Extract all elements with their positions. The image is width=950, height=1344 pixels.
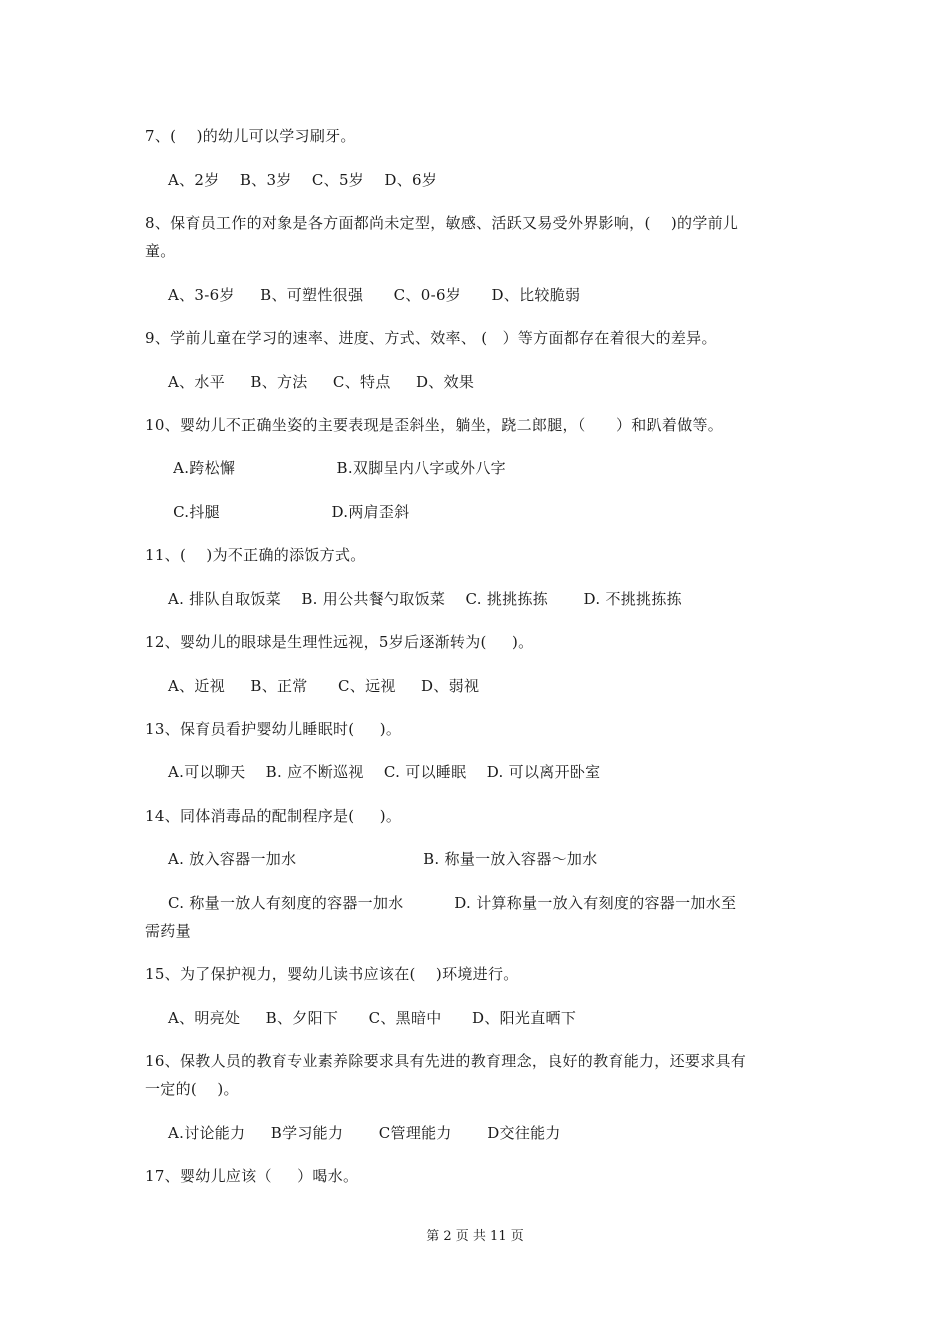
- question-8-text-line-2: 童。: [145, 242, 176, 260]
- question-17-text: 17、婴幼儿应该（ ）喝水。: [145, 1167, 359, 1185]
- question-14-options-line-2: C. 称量一放人有刻度的容器一加水 D. 计算称量一放入有刻度的容器一加水至: [168, 894, 737, 912]
- question-16-options: A.讨论能力 B学习能力 C管理能力 D交往能力: [168, 1124, 561, 1142]
- question-15-options: A、明亮处 B、夕阳下 C、黑暗中 D、阳光直晒下: [168, 1009, 577, 1027]
- question-9-options: A、水平 B、方法 C、特点 D、效果: [168, 373, 475, 391]
- question-11-text: 11、( )为不正确的添饭方式。: [145, 546, 366, 564]
- question-9-text: 9、学前儿童在学习的速率、进度、方式、效率、 ( ）等方面都存在着很大的差异。: [145, 329, 717, 347]
- question-7-options: A、2岁 B、3岁 C、5岁 D、6岁: [168, 171, 438, 189]
- question-12-options: A、近视 B、正常 C、远视 D、弱视: [168, 677, 480, 695]
- question-16-text-line-1: 16、保教人员的教育专业素养除要求具有先进的教育理念，良好的教育能力，还要求具有: [145, 1052, 747, 1070]
- question-8-options: A、3-6岁 B、可塑性很强 C、0-6岁 D、比较脆弱: [168, 286, 581, 304]
- question-8-text-line-1: 8、保育员工作的对象是各方面都尚未定型，敏感、活跃又易受外界影响，( )的学前儿: [145, 214, 739, 232]
- question-10-text: 10、婴幼儿不正确坐姿的主要表现是歪斜坐，躺坐，跷二郎腿，（ ）和趴着做等。: [145, 416, 724, 434]
- question-14-options-line-3: 需药量: [145, 922, 191, 940]
- question-11-options: A. 排队自取饭菜 B. 用公共餐勺取饭菜 C. 挑挑拣拣 D. 不挑挑拣拣: [168, 590, 682, 608]
- question-7-text: 7、( )的幼儿可以学习刷牙。: [145, 127, 356, 145]
- page-number-footer: 第 2 页 共 11 页: [426, 1229, 524, 1244]
- question-14-options-line-1: A. 放入容器一加水 B. 称量一放入容器～加水: [168, 850, 598, 868]
- question-14-text: 14、同体消毒品的配制程序是( )。: [145, 807, 402, 825]
- question-12-text: 12、婴幼儿的眼球是生理性远视，5岁后逐渐转为( )。: [145, 633, 534, 651]
- question-15-text: 15、为了保护视力，婴幼儿读书应该在( )环境进行。: [145, 965, 519, 983]
- question-16-text-line-2: 一定的( )。: [145, 1080, 239, 1098]
- question-13-text: 13、保育员看护婴幼儿睡眠时( )。: [145, 720, 402, 738]
- question-10-options-line-1: A.跨松懈 B.双脚呈内八字或外八字: [168, 459, 506, 477]
- question-10-options-line-2: C.抖腿 D.两肩歪斜: [168, 503, 410, 521]
- question-13-options: A.可以聊天 B. 应不断巡视 C. 可以睡眠 D. 可以离开卧室: [168, 763, 601, 781]
